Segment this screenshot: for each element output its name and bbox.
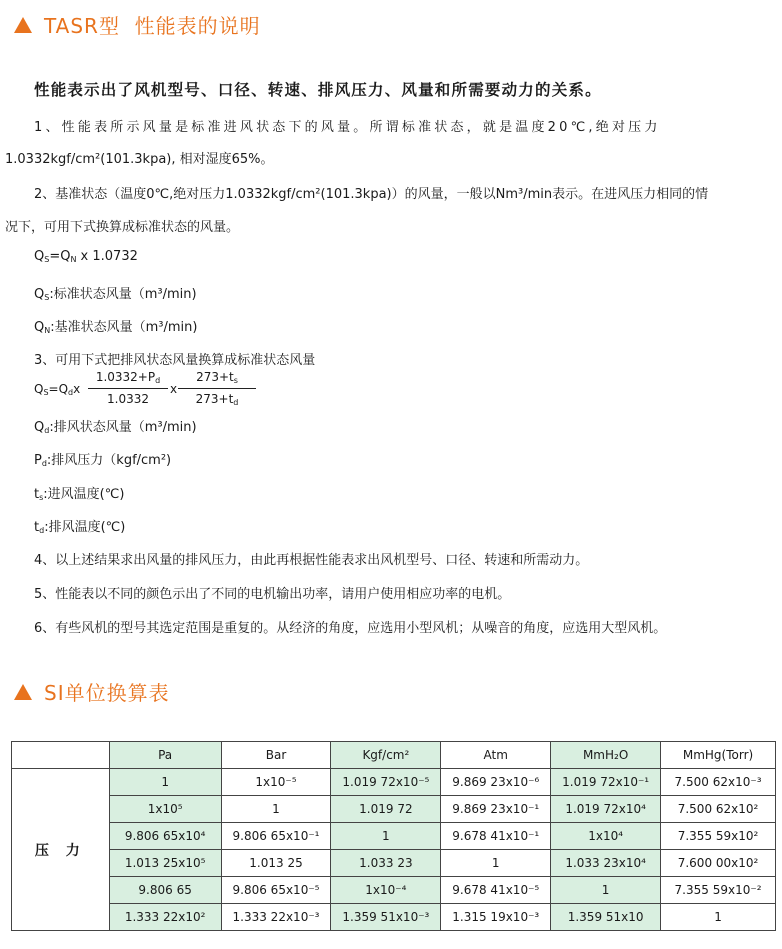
- table-cell: 1.019 72: [331, 796, 441, 823]
- table-cell: 1.019 72x10⁻⁵: [331, 769, 441, 796]
- def-qd: $Q_d$:排风状态风量（m³/min): [34, 420, 197, 435]
- table-header-cell: MmH₂O: [551, 742, 661, 769]
- para-6: 6、有些风机的型号其选定范围是重复的。从经济的角度，应选用小型风机；从噪音的角度，应选用大型风机。: [34, 621, 667, 636]
- table-cell: 1: [441, 850, 551, 877]
- table-cell: 1: [661, 904, 776, 931]
- table-cell: 9.806 65x10⁻¹: [221, 823, 331, 850]
- para-3: 3、可用下式把排风状态风量换算成标准状态风量: [34, 353, 316, 368]
- table-cell: 1.315 19x10⁻³: [441, 904, 551, 931]
- table-cell: 1: [221, 796, 331, 823]
- table-header-cell: Bar: [221, 742, 331, 769]
- fraction-bar-1: [88, 388, 168, 389]
- section-title-text: TASR型 性能表的说明: [44, 14, 261, 38]
- table-corner-cell: [12, 742, 110, 769]
- table-cell: 1.019 72x10⁻¹: [551, 769, 661, 796]
- section-title-si: [14, 677, 170, 706]
- table-row: [12, 877, 776, 904]
- table-cell: 1: [331, 823, 441, 850]
- table-header-row: [12, 742, 776, 769]
- table-cell: 9.806 65x10⁻⁵: [221, 877, 331, 904]
- triangle-icon: [14, 684, 32, 700]
- def-ts: $t_s$:进风温度(℃): [34, 487, 125, 502]
- table-cell: 1x10⁻⁵: [221, 769, 331, 796]
- table-cell: 1.013 25x10⁵: [109, 850, 221, 877]
- section-title-text: SI单位换算表: [44, 681, 170, 705]
- formula-2-lhs: $Q_S=Q_dx$: [34, 382, 81, 397]
- section-title-tasr: [14, 10, 261, 39]
- para-5: 5、性能表以不同的颜色示出了不同的电机输出功率，请用户使用相应功率的电机。: [34, 587, 511, 602]
- table-cell: 7.500 62x10²: [661, 796, 776, 823]
- para-1-line-2: 1.0332kgf/cm²(101.3kpa), 相对湿度65%。: [5, 152, 274, 167]
- table-cell: 9.678 41x10⁻⁵: [441, 877, 551, 904]
- table-cell: 9.869 23x10⁻¹: [441, 796, 551, 823]
- table-cell: 1.033 23: [331, 850, 441, 877]
- table-cell: 1.333 22x10²: [109, 904, 221, 931]
- table-cell: 1.033 23x10⁴: [551, 850, 661, 877]
- table-cell: 1.013 25: [221, 850, 331, 877]
- formula-2-num1: $1.0332+P_d$: [95, 370, 161, 385]
- table-cell: 7.355 59x10²: [661, 823, 776, 850]
- def-pd: $P_d$:排风压力（kgf/cm²): [34, 453, 172, 468]
- triangle-icon: [14, 17, 32, 33]
- table-row: [12, 904, 776, 931]
- formula-1: $Q_S=Q_N$ x 1.0732: [34, 249, 138, 264]
- table-cell: 9.678 41x10⁻¹: [441, 823, 551, 850]
- def-td: $t_d$:排风温度(℃): [34, 520, 126, 535]
- table-cell: 7.600 00x10²: [661, 850, 776, 877]
- table-row: [12, 823, 776, 850]
- table-row: [12, 796, 776, 823]
- table-cell: 1x10⁻⁴: [331, 877, 441, 904]
- fraction-bar-2: [178, 388, 256, 389]
- table-cell: 9.869 23x10⁻⁶: [441, 769, 551, 796]
- table-cell: 7.500 62x10⁻³: [661, 769, 776, 796]
- para-2-line-2: 况下，可用下式换算成标准状态的风量。: [5, 220, 240, 235]
- table-row: [12, 850, 776, 877]
- table-cell: 1: [109, 769, 221, 796]
- table-cell: 1.359 51x10⁻³: [331, 904, 441, 931]
- table-header-cell: Pa: [109, 742, 221, 769]
- para-2-line-1: 2、基准状态（温度0℃,绝对压力1.0332kgf/cm²(101.3kpa)）的风量，一般以Nm³/min表示。在进风压力相同的情: [34, 187, 709, 202]
- si-conversion-table: [11, 741, 776, 931]
- table-cell: 1x10⁵: [109, 796, 221, 823]
- table-cell: 1: [551, 877, 661, 904]
- def-qn: $Q_N$:基准状态风量（m³/min): [34, 320, 198, 335]
- lead-sentence: 性能表示出了风机型号、口径、转速、排风压力、风量和所需要动力的关系。: [34, 81, 602, 99]
- table-header-cell: Atm: [441, 742, 551, 769]
- table-cell: 1.359 51x10: [551, 904, 661, 931]
- table-header-cell: MmHg(Torr): [661, 742, 776, 769]
- table-header-cell: Kgf/cm²: [331, 742, 441, 769]
- row-label-pressure: 压 力: [12, 769, 110, 931]
- table-cell: 7.355 59x10⁻²: [661, 877, 776, 904]
- formula-2-den1: 1.0332: [107, 392, 149, 406]
- formula-2-x2: x: [170, 382, 178, 396]
- table-cell: 1.019 72x10⁴: [551, 796, 661, 823]
- para-1-line-1: 1、性能表所示风量是标准进风状态下的风量。所谓标准状态，就是温度20℃,绝对压力: [34, 120, 661, 135]
- table-row: [12, 769, 776, 796]
- table-cell: 1x10⁴: [551, 823, 661, 850]
- para-4: 4、以上述结果求出风量的排风压力，由此再根据性能表求出风机型号、口径、转速和所需动力。: [34, 553, 589, 568]
- table-cell: 1.333 22x10⁻³: [221, 904, 331, 931]
- table-cell: 9.806 65x10⁴: [109, 823, 221, 850]
- table-cell: 9.806 65: [109, 877, 221, 904]
- def-qs: $Q_S$:标准状态风量（m³/min): [34, 287, 197, 302]
- formula-2-num2: $273+t_s$: [196, 370, 238, 385]
- formula-2-den2: $273+t_d$: [195, 392, 239, 407]
